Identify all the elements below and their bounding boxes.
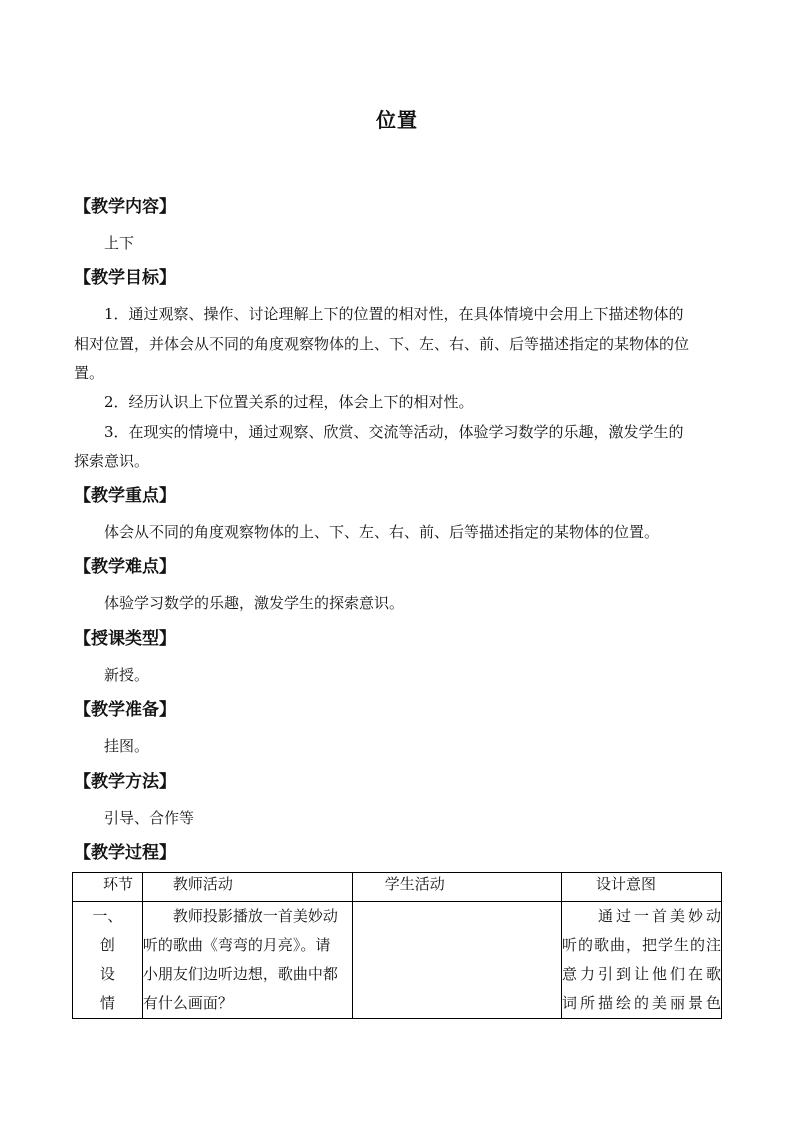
content-text: 上下 [104,234,135,252]
goal-line-1: 1．通过观察、操作、讨论理解上下的位置的相对性，在具体情境中会用上下描述物体的 [104,305,684,323]
teacher-activity-line: 有什么画面？ [142,994,233,1012]
header-student-label: 学生活动 [384,875,445,893]
teaching-process-table [72,872,722,1019]
goal-line-6: 探索意识。 [74,452,150,470]
goal-line-3: 置。 [74,364,105,382]
teacher-activity-line: 教师投影播放一首美妙动 [142,907,338,925]
stage-line: 情 [99,994,115,1012]
key-points-text: 体会从不同的角度观察物体的上、下、左、右、前、后等描述指定的某物体的位置。 [104,523,660,541]
design-intent-line: 意力引到让他们在歌 [562,965,721,983]
header-cell-student [352,873,561,902]
section-heading-difficulties: 【教学难点】 [74,557,176,577]
section-heading-key-points: 【教学重点】 [74,486,176,506]
methods-text: 引导、合作等 [104,809,195,827]
teacher-activity-line: 听的歌曲《弯弯的月亮》。请 [142,936,331,954]
stage-line: 一、 [92,907,123,925]
header-stage-label: 环节 [103,875,134,893]
section-heading-methods: 【教学方法】 [74,772,176,792]
stage-cell [73,902,143,1019]
section-heading-lesson-type: 【授课类型】 [74,629,176,649]
stage-line: 创 [99,936,115,954]
section-heading-preparation: 【教学准备】 [74,700,176,720]
design-intent-cell [562,902,722,1019]
teacher-activity-cell [142,902,352,1019]
section-heading-content: 【教学内容】 [74,197,176,217]
section-heading-goals: 【教学目标】 [74,268,176,288]
preparation-text: 挂图。 [104,737,150,755]
goal-line-5: 3．在现实的情境中，通过观察、欣赏、交流等活动，体验学习数学的乐趣，激发学生的 [104,423,684,441]
header-teacher-label: 教师活动 [172,875,233,893]
lesson-type-text: 新授。 [104,666,150,684]
page-title: 位置 [376,108,418,132]
table-header-row [73,873,722,902]
student-activity-cell [352,902,561,1019]
header-intent-label: 设计意图 [596,875,657,893]
table-row [73,902,722,1019]
goal-line-2: 相对位置，并体会从不同的角度观察物体的上、下、左、右、前、后等描述指定的某物体的位 [74,335,690,353]
goal-line-4: 2．经历认识上下位置关系的过程，体会上下的相对性。 [104,393,474,411]
difficulties-text: 体验学习数学的乐趣，激发学生的探索意识。 [104,594,405,612]
section-heading-process: 【教学过程】 [74,843,176,863]
teacher-activity-line: 小朋友们边听边想，歌曲中都 [142,965,338,983]
header-cell-teacher [142,873,352,902]
design-intent-line: 词所描绘的美丽景色 [562,994,721,1012]
design-intent-line: 听的歌曲，把学生的注 [562,936,721,954]
header-cell-stage [73,873,143,902]
design-intent-line: 通过一首美妙动 [562,907,721,925]
header-cell-intent [562,873,722,902]
stage-line: 设 [99,965,115,983]
